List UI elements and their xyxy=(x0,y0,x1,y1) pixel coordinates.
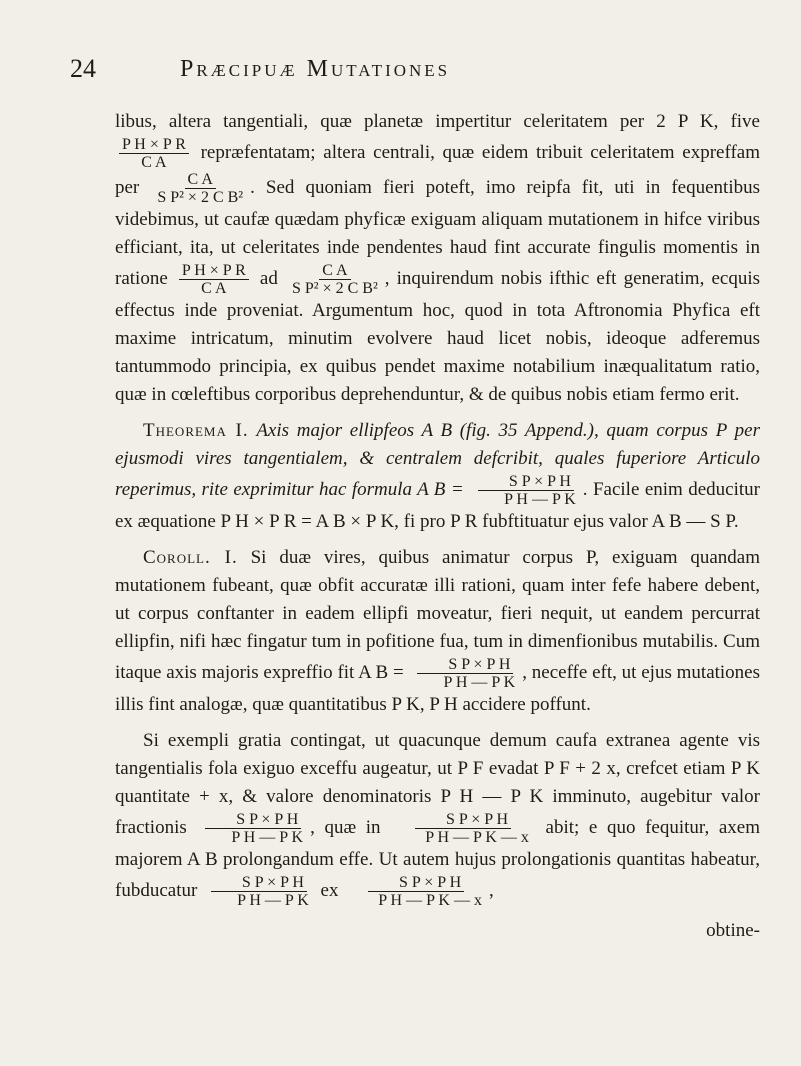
fraction xyxy=(347,874,485,909)
fraction-denominator: P H — P K xyxy=(504,491,576,508)
fraction xyxy=(119,136,189,171)
text: . Sed quoniam fieri poteft, imo reipfa fit, uti in fequentibus videbimus, ut caufæ quædam phyficæ exiguam aliquam mutationem in hifce viribus efficiant, ita, ut celeritates inde pendentes haud fint accurate fingulis momentis in ratione xyxy=(115,176,761,289)
catchword: obtine- xyxy=(706,920,760,941)
fraction xyxy=(473,473,579,508)
fraction-numerator: S P × P H xyxy=(368,874,464,892)
fraction-denominator: S P² × 2 C B² xyxy=(291,280,378,297)
text: abit; e quo fequitur, axem majorem A B prolongandum effe. Ut autem hujus prolongationis quantitas habeatur, fubducatur xyxy=(115,816,761,901)
fraction xyxy=(394,811,532,846)
fraction-numerator: P H × P R xyxy=(179,262,249,280)
text: repræfentatam; altera centrali, quæ eidem tribuit celeritatem expreffam per xyxy=(115,141,760,198)
text: Si duæ vires, quibus animatur corpus P, exiguam quandam mutationem fubeant, quæ obfit accuratæ illi rationi, quam inter fefe habere debent, ut corpus conftanter in eadem ellipfi moveatur, fieri nequit, ut eandem percurrat ellipfin, nifi hæc fingatur tum in pofitione fua, tum in dimenfionibus mutabilis. Cum itaque axis majoris expreffio fit A B = xyxy=(115,547,760,683)
fraction-numerator: S P × P H xyxy=(205,811,301,829)
text: , quæ in xyxy=(310,816,381,838)
fraction xyxy=(289,262,381,297)
page-body xyxy=(115,108,760,953)
page-number: 24 xyxy=(70,54,96,83)
corollary-paragraph xyxy=(115,544,760,719)
text: ex xyxy=(320,879,339,901)
fraction-numerator: P H × P R xyxy=(119,136,189,154)
fraction-denominator: P H — P K — x xyxy=(425,829,529,846)
text: , inquirendum nobis ifthic eft generatim, ecquis effectus inde proveniat. Argumentum hoc, quod in tota Aftronomia Phyfica eft maxime intricatum, minutim evolvere haud licet nobis, ideoque adferemus tantummodo principia, ex quibus pendet maxime notabilium inæqualitatum ratio, quæ in cœleftibus corporibus deprehenduntur, & de quibus nobis etiam fermo erit. xyxy=(115,267,760,405)
corollary-label: Coroll. I. xyxy=(143,547,238,568)
paragraph-1 xyxy=(115,108,760,409)
text: Si exempli gratia contingat, ut quacunque demum caufa extranea agente vis tangentialis fola exiguo exceffu augeatur, ut P F evadat P F + 2 x, crefcet etiam P K quantitate + x, & valore denominatoris P H — P K imminuto, augebitur valor fractionis xyxy=(115,730,760,838)
theorem-label: Theorema I. xyxy=(143,420,249,441)
fraction-numerator: S P × P H xyxy=(478,473,574,491)
fraction xyxy=(206,874,312,909)
fraction-numerator: S P × P H xyxy=(417,656,513,674)
catchword-line xyxy=(115,917,760,945)
text: , xyxy=(488,879,494,901)
fraction xyxy=(200,811,306,846)
fraction xyxy=(179,262,249,297)
text: , neceffe eft, ut ejus mutationes illis fint analogæ, quæ quantitatibus P K, P H accidere poffunt. xyxy=(115,661,761,715)
fraction-numerator: C A xyxy=(185,171,216,189)
fraction-denominator: S P² × 2 C B² xyxy=(157,189,244,206)
fraction-denominator: P H — P K xyxy=(231,829,304,846)
fraction-numerator: S P × P H xyxy=(211,874,307,892)
text: . Facile enim deducitur ex æquatione P H × P R = A B × P K, fi pro P R fubftituatur ejus valor A B — S P. xyxy=(115,478,760,532)
theorem-paragraph xyxy=(115,417,760,536)
text: ad xyxy=(259,267,278,289)
fraction-numerator: S P × P H xyxy=(415,811,511,829)
fraction-denominator: P H — P K xyxy=(237,892,309,909)
fraction xyxy=(413,656,519,691)
page-header xyxy=(70,48,730,88)
fraction-denominator: C A xyxy=(141,154,167,171)
fraction-numerator: C A xyxy=(319,262,350,280)
running-title: Præcipuæ Mutationes xyxy=(180,56,451,82)
fraction-denominator: P H — P K xyxy=(443,674,516,691)
theorem-statement: Axis major ellipfeos A B (fig. 35 Append.), quam corpus P per ejusmodi vires tangentialem, & centralem defcribit, quales fuperiore Articulo reperimus, rite exprimitur hac formula A B = xyxy=(115,420,760,500)
fraction xyxy=(154,171,246,206)
text: libus, altera tangentiali, quæ planetæ impertitur celeritatem per 2 P K, five xyxy=(115,111,760,132)
paragraph-last xyxy=(115,727,760,909)
fraction-denominator: C A xyxy=(201,280,227,297)
fraction-denominator: P H — P K — x xyxy=(378,892,482,909)
